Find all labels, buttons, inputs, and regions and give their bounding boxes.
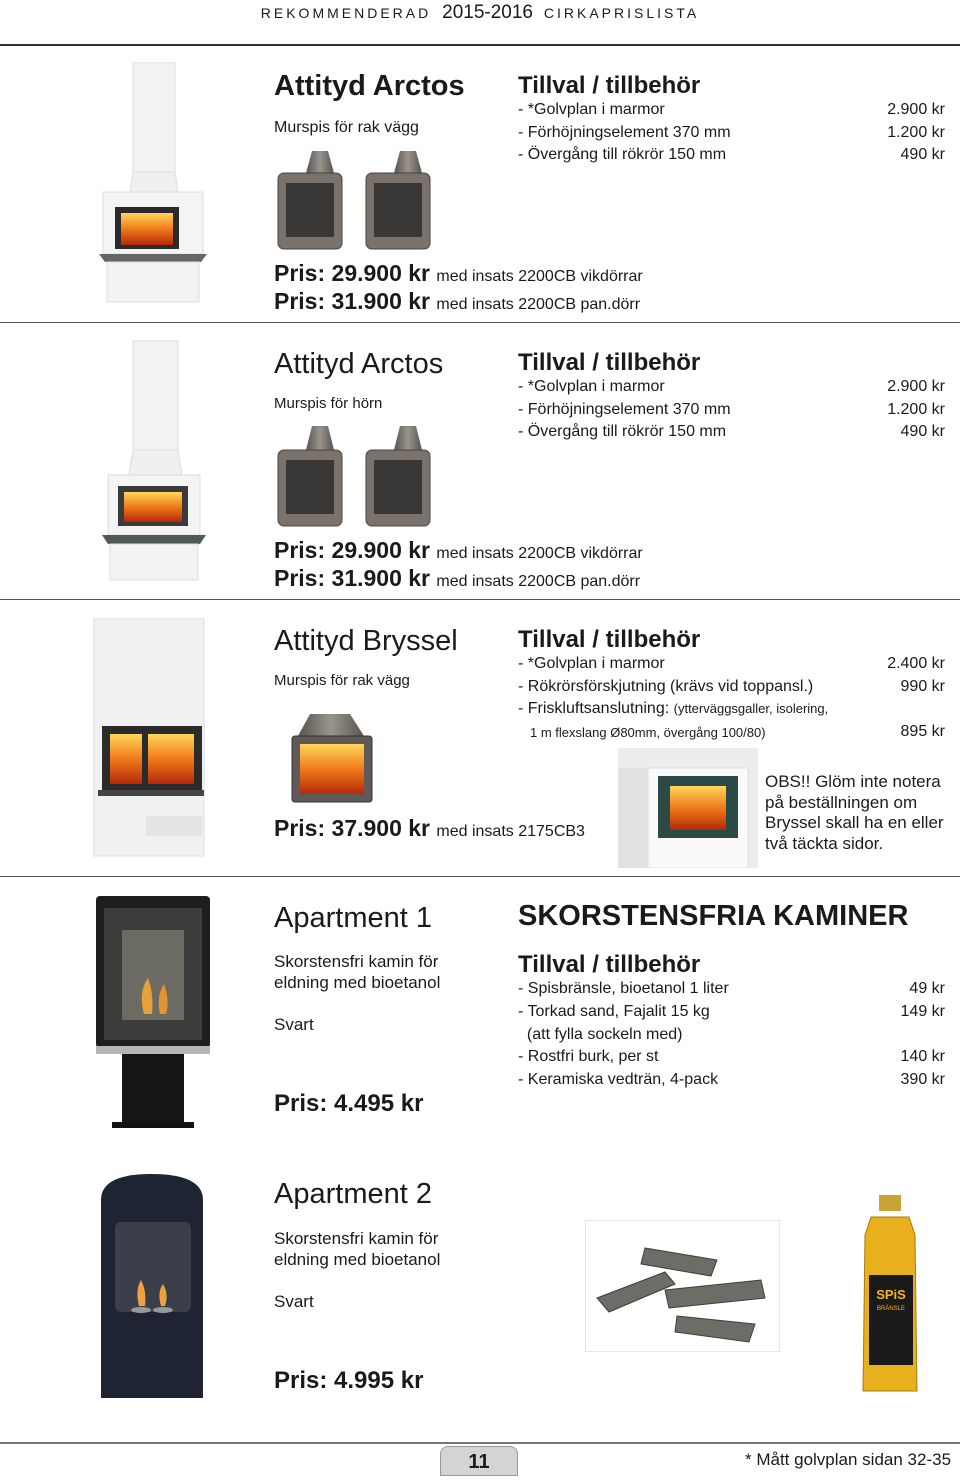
footer-note: * Mått golvplan sidan 32-35 bbox=[745, 1450, 952, 1469]
apartment-2-price: Pris: 4.995 kr bbox=[274, 1367, 424, 1394]
option-label: - *Golvplan i marmor bbox=[518, 101, 665, 118]
option-label-continued: 1 m flexslang Ø80mm, övergång 100/80) bbox=[530, 725, 766, 740]
price-line: Pris: 31.900 kr med insats 2200CB pan.dörr bbox=[274, 288, 641, 314]
options-heading: Tillval / tillbehör bbox=[518, 72, 701, 99]
insert-2200cb-images bbox=[270, 420, 440, 530]
option-label: - Friskluftsanslutning: (ytterväggsgaller, isolering, bbox=[518, 700, 829, 717]
fuel-bottle-image bbox=[855, 1195, 927, 1395]
apartment-1-stove-image bbox=[94, 896, 214, 1128]
bryssel-fireplace-image bbox=[92, 618, 207, 860]
option-label: - Keramiska vedträn, 4-pack bbox=[518, 1071, 719, 1088]
section-divider bbox=[0, 599, 960, 600]
header-year: 2015-2016 bbox=[442, 2, 533, 23]
option-price: 2.400 kr bbox=[887, 655, 945, 672]
section-heading: SKORSTENSFRIA KAMINER bbox=[518, 900, 909, 932]
arctos-wall-fireplace-image bbox=[95, 62, 210, 307]
price-line: Pris: 29.900 kr med insats 2200CB vikdörrar bbox=[274, 260, 643, 286]
option-price: 140 kr bbox=[900, 1048, 945, 1065]
options-heading: Tillval / tillbehör bbox=[518, 951, 701, 978]
option-label: - *Golvplan i marmor bbox=[518, 378, 665, 395]
product-subtitle: Murspis för rak vägg bbox=[274, 119, 419, 136]
arctos-corner-fireplace-image bbox=[98, 340, 213, 582]
bottle-sub-text: BRÄNSLE bbox=[876, 1306, 906, 1312]
option-label: - Förhöjningselement 370 mm bbox=[518, 123, 731, 141]
option-price: 149 kr bbox=[900, 1003, 945, 1020]
ceramic-logs-image bbox=[585, 1220, 780, 1352]
option-price: 490 kr bbox=[900, 423, 945, 440]
apartment-1-title: Apartment 1 bbox=[274, 902, 432, 934]
section-divider bbox=[0, 876, 960, 877]
options-heading: Tillval / tillbehör bbox=[518, 349, 701, 376]
option-label: (att fylla sockeln med) bbox=[518, 1026, 683, 1043]
apartment-2-title: Apartment 2 bbox=[274, 1178, 432, 1210]
option-price: 2.900 kr bbox=[887, 101, 945, 118]
insert-2175cb3-image bbox=[290, 712, 376, 808]
header-rule bbox=[0, 44, 960, 46]
option-price: 895 kr bbox=[900, 723, 945, 740]
option-label: - Förhöjningselement 370 mm bbox=[518, 400, 731, 418]
option-label: - Övergång till rökrör 150 mm bbox=[518, 423, 727, 440]
apartment-2-color: Svart bbox=[274, 1292, 314, 1311]
product-subtitle: Murspis för hörn bbox=[274, 395, 383, 412]
option-price: 49 kr bbox=[909, 980, 945, 997]
option-price: 2.900 kr bbox=[887, 378, 945, 395]
bottle-brand-text: SPiS bbox=[876, 1287, 906, 1302]
option-label: - Övergång till rökrör 150 mm bbox=[518, 146, 727, 163]
option-price: 1.200 kr bbox=[887, 123, 945, 141]
options-heading: Tillval / tillbehör bbox=[518, 626, 701, 653]
insert-2200cb-images bbox=[270, 143, 440, 253]
bryssel-covered-side-image bbox=[618, 748, 758, 868]
option-price: 490 kr bbox=[900, 146, 945, 163]
option-price: 990 kr bbox=[900, 677, 945, 695]
option-label: - Spisbränsle, bioetanol 1 liter bbox=[518, 980, 729, 997]
page-header bbox=[0, 0, 960, 24]
apartment-2-description: Skorstensfri kamin för eldning med bioetanol bbox=[274, 1229, 441, 1269]
price-line: Pris: 31.900 kr med insats 2200CB pan.dörr bbox=[274, 565, 641, 591]
product-title: Attityd Arctos bbox=[274, 70, 465, 102]
option-price: 1.200 kr bbox=[887, 400, 945, 418]
product-subtitle: Murspis för rak vägg bbox=[274, 672, 410, 689]
option-label: - Rökrörsförskjutning (krävs vid toppansl.) bbox=[518, 677, 814, 695]
header-after: CIRKAPRISLISTA bbox=[543, 5, 700, 21]
page-number: 11 bbox=[440, 1446, 518, 1476]
apartment-1-color: Svart bbox=[274, 1015, 314, 1034]
apartment-2-stove-image bbox=[95, 1170, 210, 1402]
option-price: 390 kr bbox=[900, 1071, 945, 1088]
product-title: Attityd Bryssel bbox=[274, 625, 458, 657]
option-label: - Rostfri burk, per st bbox=[518, 1048, 659, 1065]
section-divider bbox=[0, 322, 960, 323]
obs-note: OBS!! Glöm inte notera på beställningen om Bryssel skall ha en eller två täckta sidor. bbox=[765, 772, 944, 853]
option-label: - *Golvplan i marmor bbox=[518, 655, 665, 672]
apartment-1-description: Skorstensfri kamin för eldning med bioetanol bbox=[274, 952, 441, 992]
product-title: Attityd Arctos bbox=[274, 348, 444, 380]
header-before: REKOMMENDERAD bbox=[260, 5, 432, 21]
option-label: - Torkad sand, Fajalit 15 kg bbox=[518, 1003, 710, 1020]
apartment-1-price: Pris: 4.495 kr bbox=[274, 1090, 424, 1117]
footer-rule bbox=[0, 1442, 960, 1444]
price-line: Pris: 29.900 kr med insats 2200CB vikdörrar bbox=[274, 537, 643, 563]
price-line: Pris: 37.900 kr med insats 2175CB3 bbox=[274, 815, 585, 841]
